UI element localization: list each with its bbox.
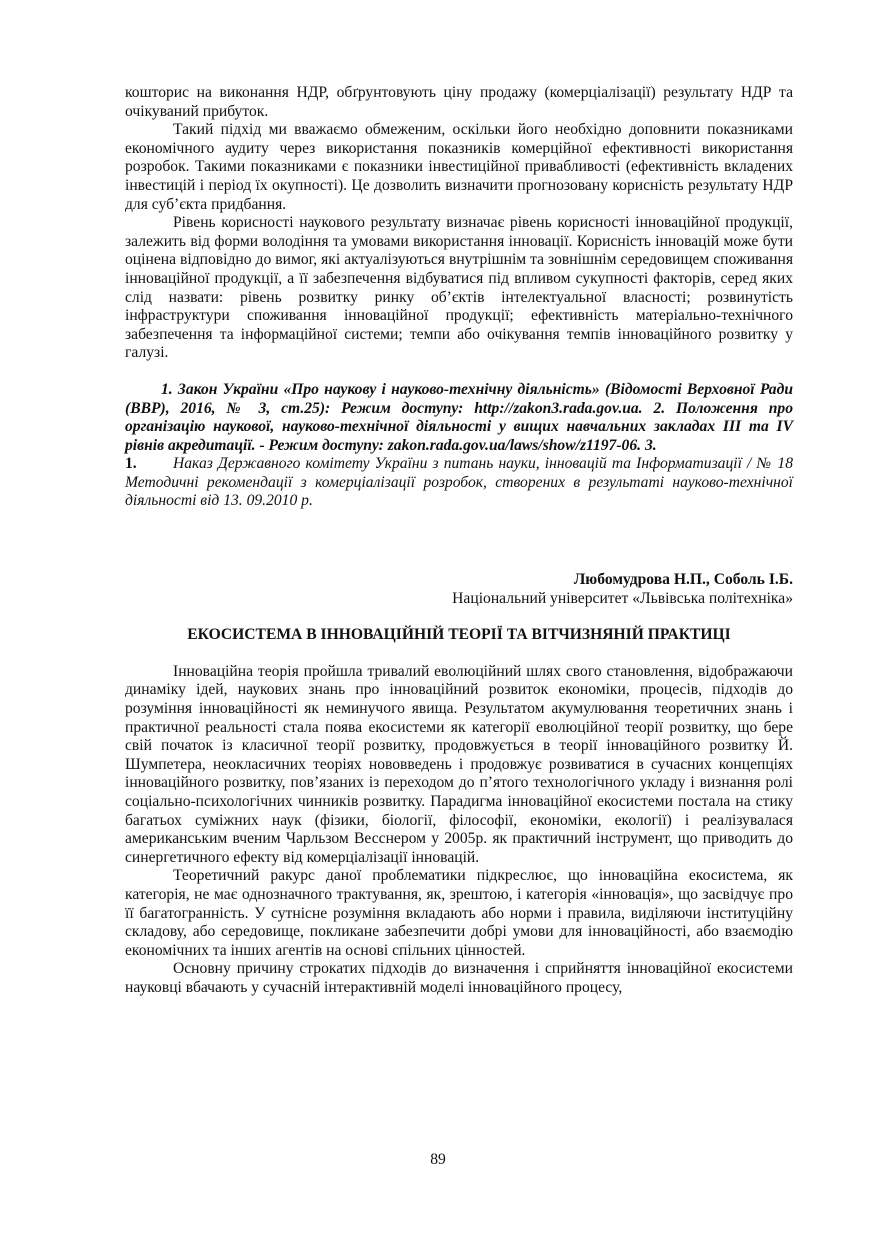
paragraph: Основну причину строкатих підходів до визначення і сприйняття інноваційної екосистеми науковці вбачають у сучасній інтерактивній моделі інноваційного процесу, — [125, 960, 793, 996]
article-body — [125, 663, 793, 998]
paragraph: Рівень корисності наукового результату визначає рівень корисності інноваційної продукції, залежить від форми володіння та умовами використання інновації. Корисність інновацій може бути оцінена відповідно до вимог, які актуалізуються внутрішнім та зовнішнім середовищем споживання інноваційної продукції, а її забезпечення відбуватися під впливом сукупності факторів, серед яких слід назвати: рівень розвитку ринку об’єктів інтелектуальної власності; розвинутість інфраструктури споживання інноваційної продукції; ефективність матеріально-технічного забезпечення та інформаційної системи; темпи або очікування темпів інноваційного розвитку у галузі. — [125, 214, 793, 362]
article-title: ЕКОСИСТЕМА В ІННОВАЦІЙНІЙ ТЕОРІЇ ТА ВІТЧИЗНЯНІЙ ПРАКТИЦІ — [187, 626, 731, 644]
paragraph: кошторис на виконання НДР, обґрунтовують ціну продажу (комерціалізації) результату НДР та очікуваний прибуток. — [125, 84, 793, 120]
paragraph: Теоретичний ракурс даної проблематики підкреслює, що інноваційна екосистема, як категорія, не має однозначного трактування, як, зрештою, і категорія «інновація», що засвідчує про її багатогранність. У сутнісне розуміння вкладають або норми і правила, виділяючи інституційну складову, або середовище, покликане забезпечити добрі умови для інноваційності, або взаємодію економічних та інших агентів на основі спільних цінностей. — [125, 867, 793, 959]
references-list — [125, 381, 793, 511]
reference-text: Наказ Державного комітету України з питань науки, інновацій та Інформатизації / № 18 Методичні рекомендації з комерціалізації розробок, створених в результаті науково-технічної діяльності від 13. 09.2010 р. — [125, 455, 793, 510]
document-page — [125, 84, 793, 998]
section-previous-article — [125, 84, 793, 363]
reference-number: 1. — [125, 455, 137, 473]
article-affiliation: Національний університет «Львівська політехніка» — [452, 589, 793, 607]
reference-item — [125, 455, 793, 511]
paragraph: Інноваційна теорія пройшла тривалий еволюційний шлях свого становлення, відображаючи динаміку ідей, наукових знань про інноваційний розвиток економіки, процесів, підходів до розуміння інноваційності як неминучого явища. Результатом акумулювання теоретичних знань і практичної реальності стала поява екосистеми як категорії еволюційної теорії розвитку, що бере свій початок із класичної теорії розвитку, продовжується в теорії інноваційного розвитку Й. Шумпетера, неокласичних теоріях нововведень і продовжує розвиватися в сучасних концепціях інноваційного розвитку, пов’язаних із переходом до п’ятого технологічного укладу і визнання ролі соціально-психологічних чинників розвитку. Парадигма інноваційної екосистеми постала на стику багатьох суміжних наук (фізики, біології, філософії, економіки, екології) і реалізувалася американським вченим Чарльзом Весснером у 2005р. як практичний інструмент, що приводить до синергетичного ефекту від комерціалізації інновацій. — [125, 662, 793, 866]
page-number: 89 — [430, 1151, 446, 1168]
article-authors: Любомудрова Н.П., Соболь І.Б. — [573, 571, 793, 589]
reference-item: 1. Закон України «Про наукову і науково-технічну діяльність» (Відомості Верховної Ради (ВВР), 2016, № 3, ст.25): Режим доступу: http://zakon3.rada.gov.ua. 2. Положення про організацію наукової, науково-технічної діяльності у вищих навчальних закладах ІІІ та IV рівнів акредитації. - Режим доступу: zakon.rada.gov.ua/laws/show/z1197-06. 3. — [125, 380, 793, 454]
paragraph: Такий підхід ми вважаємо обмеженим, оскільки його необхідно доповнити показниками економічного аудиту через використання показників комерційної ефективності використання розробок. Такими показниками є показники інвестиційної привабливості (ефективність вкладених інвестицій і період їх окупності). Це дозволить визначити прогнозовану корисність результату НДР для суб’єкта придбання. — [125, 121, 793, 213]
